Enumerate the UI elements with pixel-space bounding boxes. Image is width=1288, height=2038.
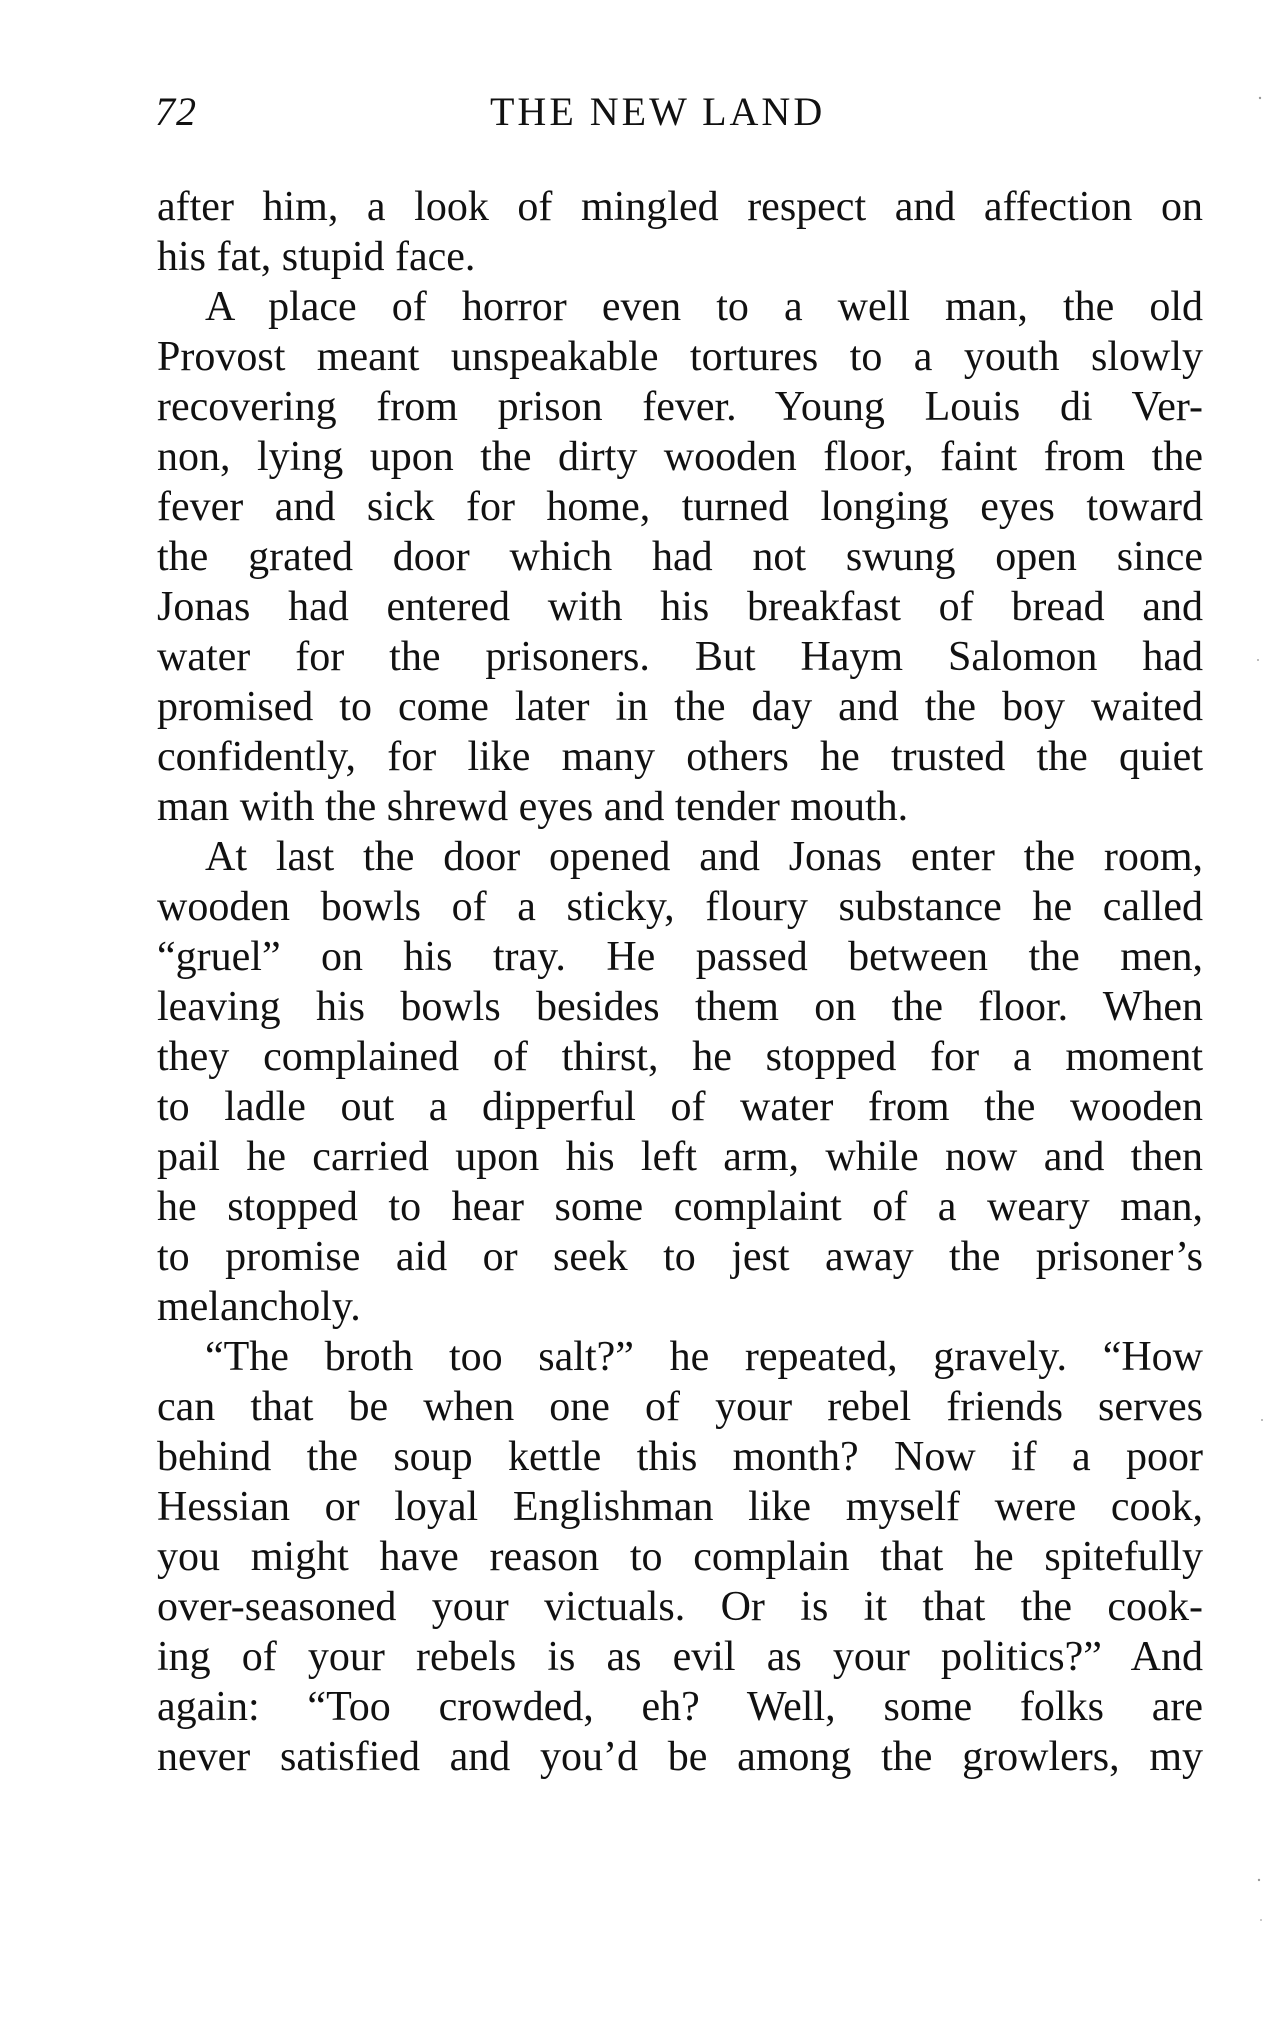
text-line: after him, a look of mingled respect and affection on xyxy=(157,184,1203,230)
text-line: confidently, for like many others he trusted the quiet xyxy=(157,734,1203,780)
text-line: man with the shrewd eyes and tender mouth. xyxy=(157,784,909,830)
text-line: to ladle out a dipperful of water from the wooden xyxy=(157,1084,1203,1130)
text-line: behind the soup kettle this month? Now if a poor xyxy=(157,1434,1203,1480)
text-line: melancholy. xyxy=(157,1284,361,1330)
body-text xyxy=(157,182,1203,1782)
text-line: Hessian or loyal Englishman like myself were cook, xyxy=(157,1484,1203,1530)
text-line: “gruel” on his tray. He passed between the men, xyxy=(157,934,1203,980)
text-line: he stopped to hear some complaint of a weary man, xyxy=(157,1184,1203,1230)
text-line: At last the door opened and Jonas enter the room, xyxy=(205,834,1203,880)
text-line: over-seasoned your victuals. Or is it that the cook- xyxy=(157,1584,1203,1630)
text-line: you might have reason to complain that he spitefully xyxy=(157,1534,1203,1580)
page-number: 72 xyxy=(155,89,197,134)
text-line: A place of horror even to a well man, the old xyxy=(205,284,1203,330)
running-title: THE NEW LAND xyxy=(490,89,826,134)
text-line: his fat, stupid face. xyxy=(157,234,476,280)
text-line: the grated door which had not swung open since xyxy=(157,534,1203,580)
text-line: never satisfied and you’d be among the growlers, my xyxy=(157,1734,1203,1780)
text-line: water for the prisoners. But Haym Salomon had xyxy=(157,634,1203,680)
text-line: fever and sick for home, turned longing eyes toward xyxy=(157,484,1203,530)
running-head xyxy=(155,88,1205,138)
scan-specks xyxy=(1248,0,1288,2038)
text-line: pail he carried upon his left arm, while now and then xyxy=(157,1134,1203,1180)
text-line: recovering from prison fever. Young Louis di Ver- xyxy=(157,384,1203,430)
text-line: Provost meant unspeakable tortures to a youth slowly xyxy=(157,334,1203,380)
text-line: to promise aid or seek to jest away the prisoner’s xyxy=(157,1234,1203,1280)
text-line: “The broth too salt?” he repeated, gravely. “How xyxy=(205,1334,1203,1380)
text-line: wooden bowls of a sticky, floury substance he called xyxy=(157,884,1203,930)
text-line: leaving his bowls besides them on the floor. When xyxy=(157,984,1203,1030)
text-line: non, lying upon the dirty wooden floor, faint from the xyxy=(157,434,1203,480)
text-line: promised to come later in the day and the boy waited xyxy=(157,684,1203,730)
text-line: again: “Too crowded, eh? Well, some folks are xyxy=(157,1684,1203,1730)
text-line: they complained of thirst, he stopped for a moment xyxy=(157,1034,1203,1080)
text-line: Jonas had entered with his breakfast of bread and xyxy=(157,584,1203,630)
text-line: ing of your rebels is as evil as your politics?” And xyxy=(157,1634,1203,1680)
text-line: can that be when one of your rebel friends serves xyxy=(157,1384,1203,1430)
